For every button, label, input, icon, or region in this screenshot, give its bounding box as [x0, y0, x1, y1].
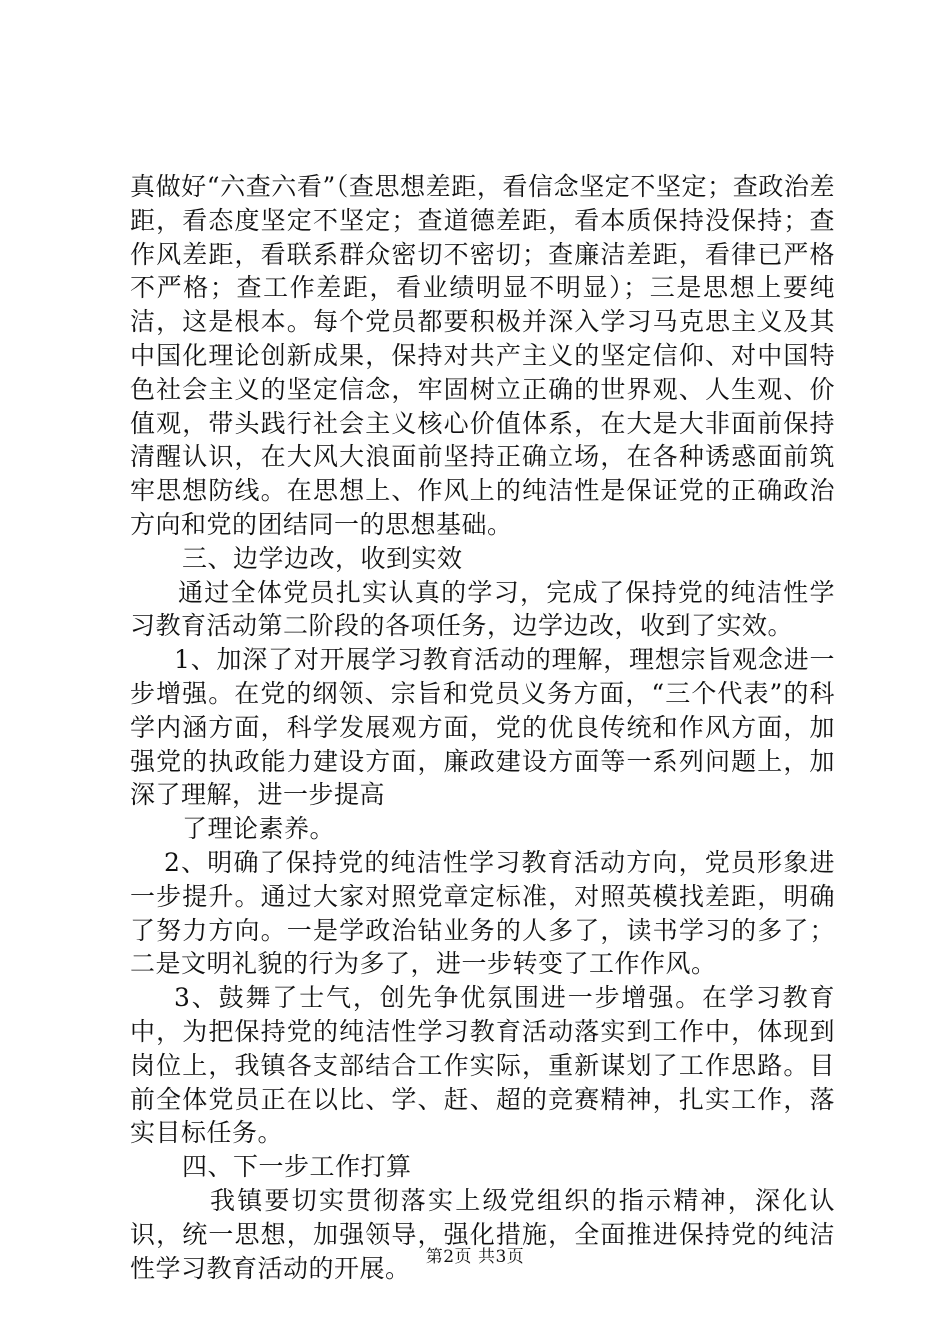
paragraph-item-2: 2、明确了保持党的纯洁性学习教育活动方向，党员形象进一步提升。通过大家对照党章定标准，对照英模找差距，明确了努力方向。一是学政治钻业务的人多了，读书学习的多了；二是文明礼貌的行为多了，进一步转变了工作作风。: [130, 847, 835, 979]
paragraph-results-intro: 通过全体党员扎实认真的学习，完成了保持党的纯洁性学习教育活动第二阶段的各项任务，边学边改，收到了实效。: [130, 577, 835, 641]
paragraph-item-1-continued: 了理论素养。: [182, 814, 336, 844]
section-heading-three: 三、边学边改，收到实效: [182, 543, 463, 573]
paragraph-item-1: 1、加深了对开展学习教育活动的理解，理想宗旨观念进一步增强。在党的纲领、宗旨和党员义务方面，“三个代表”的科学内涵方面，科学发展观方面，党的优良传统和作风方面，加强党的执政能力建设方面，廉政建设方面等一系列问题上，加深了理解，进一步提高: [130, 645, 835, 810]
page-footer: 第2页 共3页: [425, 1247, 525, 1267]
paragraph-next-steps: 我镇要切实贯彻落实上级党组织的指示精神，深化认识，统一思想，加强领导，强化措施，全面推进保持党的纯洁性学习教育活动的开展。: [130, 1185, 835, 1283]
document-body: [130, 170, 835, 1285]
paragraph-six-checks: 真做好“六查六看”（查思想差距，看信念坚定不坚定；查政治差距，看态度坚定不坚定；查道德差距，看本质保持没保持；查作风差距，看联系群众密切不密切；查廉洁差距，看律已严格不严格；查工作差距，看业绩明显不明显）；三是思想上要纯洁，这是根本。每个党员都要积极并深入学习马克思主义及其中国化理论创新成果，保持对共产主义的坚定信仰、对中国特色社会主义的坚定信念，牢固树立正确的世界观、人生观、价值观，带头践行社会主义核心价值体系，在大是大非面前保持清醒认识，在大风大浪面前坚持正确立场，在各种诱惑面前筑牢思想防线。在思想上、作风上的纯洁性是保证党的正确政治方向和党的团结同一的思想基础。: [130, 172, 835, 539]
paragraph-item-3: 3、鼓舞了士气，创先争优氛围进一步增强。在学习教育中，为把保持党的纯洁性学习教育活动落实到工作中，体现到岗位上，我镇各支部结合工作实际，重新谋划了工作思路。目前全体党员正在以比、学、赶、超的竞赛精神，扎实工作，落实目标任务。: [130, 983, 835, 1148]
section-heading-four: 四、下一步工作打算: [182, 1152, 412, 1182]
